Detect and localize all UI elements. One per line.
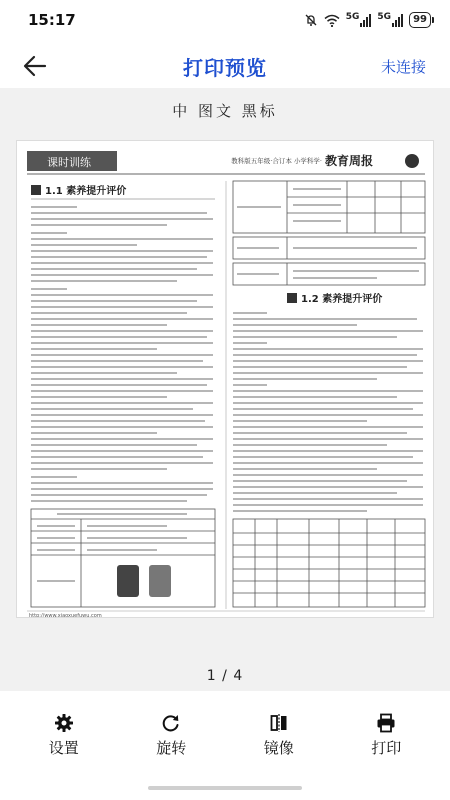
total-pages: 4 <box>233 668 244 684</box>
rotate-button[interactable] <box>131 713 211 758</box>
mirror-icon <box>269 713 289 733</box>
print-settings-summary: 中 图文 黑标 <box>172 102 278 120</box>
rotate-icon <box>161 713 181 733</box>
network-type-1: 5G <box>345 12 360 22</box>
battery-level: 99 <box>409 12 431 28</box>
document-page-preview[interactable] <box>16 140 434 618</box>
section-title-1: 1.1 素养提升评价 <box>45 186 127 197</box>
print-label: 打印 <box>371 739 402 757</box>
signal-icon <box>377 13 403 27</box>
section-title-2: 1.2 素养提升评价 <box>301 294 383 305</box>
status-bar <box>0 0 450 44</box>
app-bar <box>0 44 450 88</box>
printer-icon <box>376 713 396 733</box>
bottom-toolbar <box>0 691 450 800</box>
mirror-button[interactable] <box>239 713 319 758</box>
gear-icon <box>54 713 74 733</box>
signal-icon <box>346 13 372 27</box>
page-footer-url: http://www.xiaoxuefuwu.com <box>29 613 102 618</box>
connect-status-button[interactable]: 未连接 <box>380 58 426 76</box>
status-icons <box>304 12 434 28</box>
page-header-brand: 教育周报 <box>325 154 374 168</box>
page-header-left: 课时训练 <box>47 156 91 169</box>
rotate-label: 旋转 <box>156 739 187 757</box>
page-separator: / <box>216 668 234 684</box>
page-title: 打印预览 <box>183 56 267 80</box>
settings-button[interactable] <box>24 713 104 758</box>
preview-area <box>0 88 450 691</box>
notification-off-icon <box>304 13 318 27</box>
page-header-center: 教科版五年级·合订本 小学科学· <box>231 157 322 165</box>
battery-icon <box>409 12 434 28</box>
print-button[interactable] <box>346 713 426 758</box>
settings-label: 设置 <box>48 739 79 757</box>
current-page: 1 <box>206 668 217 684</box>
home-indicator[interactable] <box>148 786 302 790</box>
network-type-2: 5G <box>377 12 392 22</box>
wifi-icon <box>324 14 340 27</box>
page-indicator <box>0 668 450 684</box>
mirror-label: 镜像 <box>263 739 294 757</box>
status-time: 15:17 <box>28 11 76 29</box>
